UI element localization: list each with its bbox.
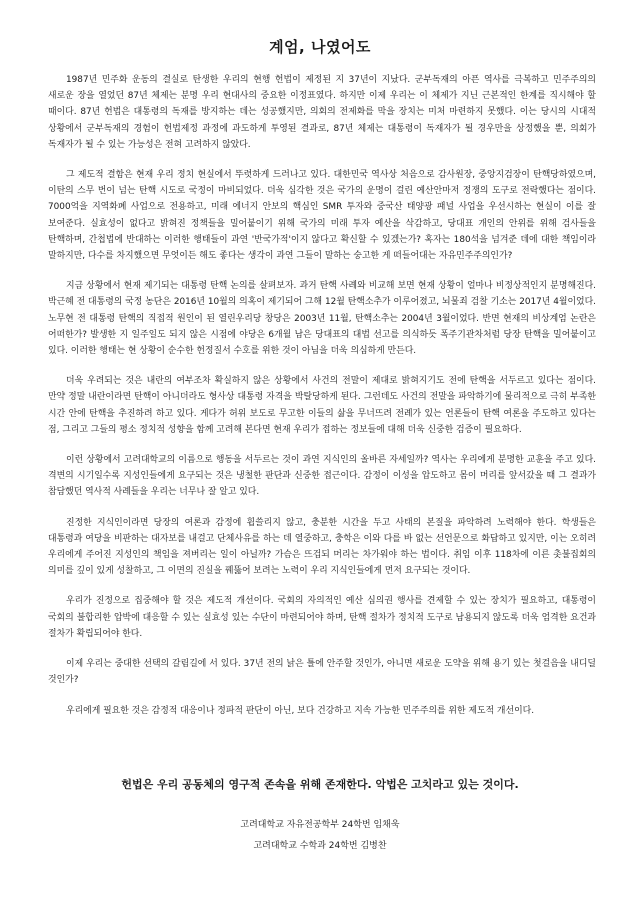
document-body	[48, 72, 596, 733]
paragraph-9: 우리에게 필요한 것은 감정적 대응이나 정파적 판단이 아닌, 보다 건강하고 지속 가능한 민주주의를 위한 제도적 개선이다.	[66, 705, 535, 716]
paragraph-7: 우리가 진정으로 집중해야 할 것은 제도적 개선이다. 국회의 자의적인 예산 심의권 행사를 견제할 수 있는 장치가 필요하고, 대통령이 국회의 불합리한 압박에 대응할 수 있는 실효성 있는 수단이 마련되어야 하며, 탄핵 절차가 정치적 도구로 남용되지 않도록 더욱 엄격한 요건과 절차가 확립되어야 한다.	[48, 596, 596, 639]
paragraph-6: 진정한 지식인이라면 당장의 여론과 감정에 휩쓸리지 않고, 충분한 시간을 두고 사태의 본질을 파악하려 노력해야 한다. 학생들은 대통령과 여당을 비판하는 대자보를 내걸고 단체사유를 하는 데 열중하고, 충학은 이와 다를 바 없는 선언문으로 화답하고 있지만, 이는 오히려 우리에게 주어진 지성인의 책임을 져버리는 일이 아닐까? 가슴은 뜨겁되 머리는 차가워야 하는 법이다. 취임 이후 118차에 이른 촛불집회의 의미를 깊이 있게 성찰하고, 그 이면의 진실을 꿰뚫어 보려는 노력이 우리 지식인들에게 먼저 요구되는 것이다.	[48, 517, 596, 577]
paragraph-2: 그 제도적 결함은 현재 우리 정치 현실에서 뚜렷하게 드러나고 있다. 대한민국 역사상 처음으로 감사원장, 중앙지검장이 탄핵당하였으며, 이탄의 스무 번이 넘는 탄핵 시도로 국정이 마비되었다. 더욱 심각한 것은 국가의 운명이 걸린 예산안마저 정쟁의 도구로 전락했다는 점이다. 7000억을 지역화폐 사업으로 전용하고, 미래 에너지 안보의 핵심인 SMR 투자와 중국산 태양광 패널 사업을 우선시하는 현실이 이를 잘 보여준다. 실효성이 없다고 밝혀진 정책들을 밀어붙이기 위해 국가의 미래 투자 예산을 삭감하고, 당대표 개인의 안위를 위해 검사들을 탄핵하며, 간첩법에 반대하는 이러한 행태들이 과연 '반국가적'이지 않다고 확신할 수 있겠는가? 혹자는 180석을 넘겨준 데에 대한 책임이라 말하지만, 다수를 차지했으면 무엇이든 해도 좋다는 생각이 과연 그들이 말하는 숭고한 게 떠들어대는 자유민주주의인가?	[48, 170, 596, 262]
signature-block	[0, 815, 640, 857]
conclusion-statement: 헌법은 우리 공동체의 영구적 존속을 위해 존재한다. 악법은 고치라고 있는 것이다.	[121, 778, 519, 791]
paragraph-5: 이런 상황에서 고려대학교의 이름으로 행동을 서두르는 것이 과연 지식인의 올바른 자세일까? 역사는 우리에게 분명한 교훈을 주고 있다. 격변의 시기일수록 지성인들에게 요구되는 것은 냉철한 판단과 신중한 접근이다. 감정이 이성을 압도하고 몸이 머리를 앞서갔을 때 그 결과가 참담했던 역사적 사례들을 우리는 너무나 잘 알고 있다.	[48, 455, 596, 498]
paragraph-4: 더욱 우려되는 것은 내란의 여부조차 확실하지 않은 상황에서 사건의 전말이 제대로 밝혀지기도 전에 탄핵을 서두르고 있다는 점이다. 만약 정말 내란이라면 탄핵이 아니더라도 형사상 대통령 자격을 박탈당하게 된다. 그런데도 사건의 전말을 파악하기에 물리적으로 극히 부족한 시간 안에 탄핵을 추진하려 하고 있다. 게다가 허위 보도로 무고한 이들의 삶을 무너뜨려 전례가 있는 언론들이 탄핵 여론을 주도하고 있다는 점, 그리고 그들의 평소 정치적 성향을 함께 고려해 본다면 현재 우리가 접하는 정보들에 대해 더욱 신중한 검증이 필요하다.	[48, 376, 596, 435]
signature-2: 고려대학교 수학과 24학번 김병찬	[253, 841, 387, 851]
document-title: 계엄, 나였어도	[269, 38, 371, 56]
paragraph-1: 1987년 민주화 운동의 결실로 탄생한 우리의 현행 헌법이 제정된 지 37년이 지났다. 군부독재의 아픈 역사를 극복하고 민주주의의 새로운 장을 열었던 87년 체제는 분명 우리 현대사의 중요한 이정표였다. 하지만 이제 우리는 이 체제가 지닌 근본적인 한계를 직시해야 할 때이다. 87년 헌법은 대통령의 독재를 방지하는 데는 성공했지만, 의회의 전제화를 막을 장치는 미처 마련하지 못했다. 이는 당시의 시대적 상황에서 군부독재의 경험이 헌법제정 과정에 과도하게 투영된 결과로, 87년 체제는 대통령이 독재자가 될 경우만을 상정했을 뿐, 의회가 독재자가 될 수 있는 가능성은 전혀 고려하지 않았다.	[48, 75, 596, 150]
paragraph-8: 이제 우리는 중대한 선택의 갈림길에 서 있다. 37년 전의 낡은 틀에 안주할 것인가, 아니면 새로운 도약을 위해 용기 있는 첫걸음을 내디딜 것인가?	[48, 659, 596, 686]
signature-1: 고려대학교 자유전공학부 24학번 임채욱	[240, 820, 400, 830]
paragraph-3: 지금 상황에서 현재 제기되는 대통령 탄핵 논의를 살펴보자. 과거 탄핵 사례와 비교해 보면 현재 상황이 얼마나 비정상적인지 분명해진다. 박근혜 전 대통령의 국정 농단은 2016년 10월의 의혹이 제기되어 그해 12월 탄핵소추가 이루어졌고, 뇌물죄 검찰 기소는 2017년 4월이었다. 노무현 전 대통령 탄핵의 직접적 원인이 된 열린우리당 창당은 2003년 11월, 탄핵소추는 2004년 3월이었다. 반면 현재의 비상계엄 논란은 어떠한가? 발생한 지 일주일도 되지 않은 시점에 야당은 6개월 남은 당대표의 대법 선고를 의식하듯 폭주기관차처럼 당장 탄핵을 밀어붙이고 있다. 이러한 행태는 현 상황이 순수한 헌정질서 수호를 위한 것이 아님을 더욱 의심하게 만든다.	[48, 281, 596, 357]
